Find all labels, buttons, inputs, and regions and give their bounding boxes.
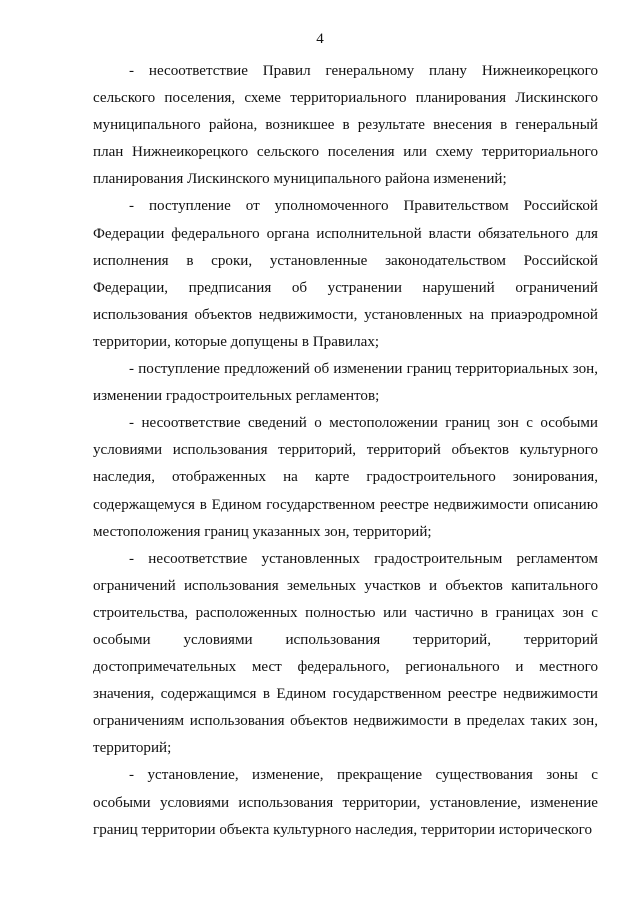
list-item-paragraph-2: - поступление от уполномоченного Правительством Российской Федерации федерального органа исполнительной власти обязательного для исполнения в сроки, установленные законодательством Российской Федерации, предписания об устранении нарушений ограничений использования объектов недвижимости, установленных на приаэродромной территории, которые допущены в Правилах; [93, 198, 598, 350]
document-body [93, 58, 598, 844]
list-item-paragraph-3: - поступление предложений об изменении границ территориальных зон, изменении градостроительных регламентов; [93, 361, 598, 405]
list-item-paragraph-1: - несоответствие Правил генеральному плану Нижнеикорецкого сельского поселения, схеме территориального планирования Лискинского муниципального района, возникшее в результате внесения в генеральный план Нижнеикорецкого сельского поселения или схему территориального планирования Лискинского муниципального района изменений; [93, 63, 598, 188]
list-item-paragraph-5: - несоответствие установленных градостроительным регламентом ограничений использования земельных участков и объектов капитального строительства, расположенных полностью или частично в границах зон с особыми условиями использования территорий, территорий достопримечательных мест федерального, регионального и местного значения, содержащимся в Едином государственном реестре недвижимости ограничениям использования объектов недвижимости в пределах таких зон, территорий; [93, 550, 598, 757]
list-item-paragraph-6: - установление, изменение, прекращение существования зоны с особыми условиями использования территории, установление, изменение границ территории объекта культурного наследия, территории исторического [93, 767, 598, 838]
page-number: 4 [316, 31, 324, 47]
list-item-paragraph-4: - несоответствие сведений о местоположении границ зон с особыми условиями использования территорий, территорий объектов культурного наследия, отображенных на карте градостроительного зонирования, содержащемуся в Едином государственном реестре недвижимости описанию местоположения границ указанных зон, территорий; [93, 415, 598, 540]
